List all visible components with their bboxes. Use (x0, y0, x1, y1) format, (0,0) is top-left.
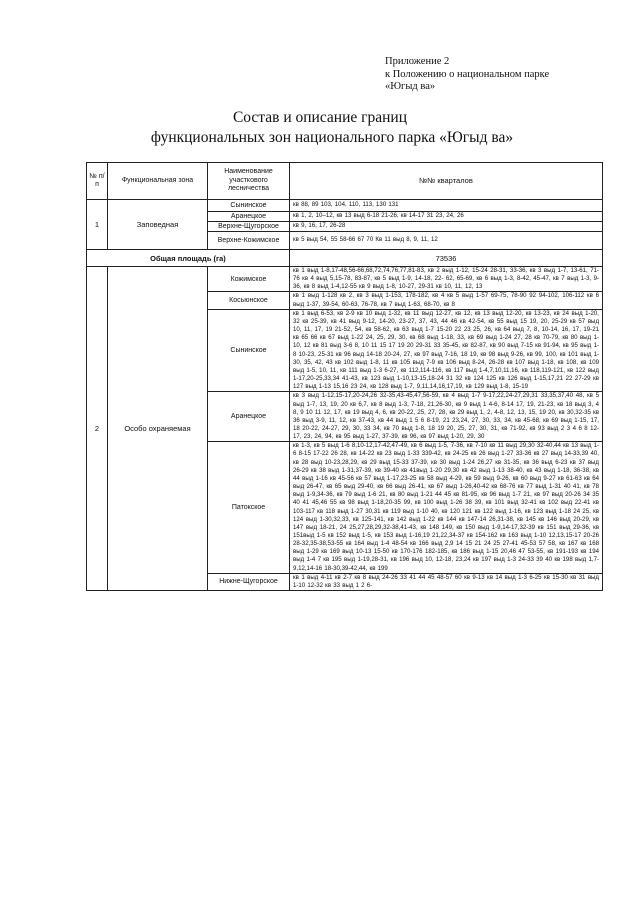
quarters-list: кв 9, 16, 17, 26-28 (290, 222, 603, 232)
quarters-list: кв 1 выд 1-128 кв 2, кв 3 выд 1-153, 178-182, кв 4 кв 5 выд 1-57 69-75, 78-90 92 94-102, 106-112 кв 6 выд 1-37, 39-54, 60-63, 76-78, кв 7 выд 1-63, 68-70, кв 8 (290, 292, 603, 309)
appendix-line-2: к Положению о национальном парке (385, 68, 550, 80)
quarters-list: кв 88, 89 103, 104, 110, 113, 130 131 (290, 200, 603, 212)
zone-name: Заповедная (108, 200, 208, 250)
forestry-name: Косьюнское (208, 292, 290, 309)
quarters-list: кв 5 выд 54, 55 58-66 67 70 Кв 11 выд 8, 9, 11, 12 (290, 232, 603, 250)
forestry-name: Верхне-Щугорское (208, 222, 290, 232)
forestry-name: Патокское (208, 442, 290, 574)
total-area-value: 73536 (290, 250, 603, 267)
zones-table (86, 162, 603, 591)
forestry-name: Аранецкое (208, 392, 290, 442)
header-zone: Функциональная зона (108, 163, 208, 200)
quarters-list: кв 1, 2, 10–12, кв 13 выд 6-18 21-26, кв 14-17 31 23, 24, 26 (290, 212, 603, 222)
table-header-row (87, 163, 603, 200)
appendix-note (385, 56, 549, 94)
quarters-list: кв 1 выд 6-53, кв 2-9 кв 10 выд 1-32, кв 11 выд 12-27, кв 12, кв 13 выд 12-20, кв 13-23, кв 24 выд 1-20, 32 кв 25-39, кв 41 выд 9-12, 14-20, 23-27, 37, 43, 44 46 кв 42-54, кв 55 выд 15 19, 20, 25-29 кв 57 выд 10, 11, 17, 19 21-52, 54, кв 58-62, кв 63 выд 1-7 15-20 22 23 25, 26, кв 64 выд 7, 8, 10-14, 16, 17, 19-21 кв 65 66 кв 67 выд 1-22 24, 25, 29, 30, кв 68 выд 1-18, 33, кв 69 выд 1-24 27, 28 кв 70-79, кв 80 выд 1-10, 12 кв 81 выд 3-6 8, 10 11 15 17 19 20 29-31 33 35-45, кв 82-87, кв 90 выд 7-15 кв 91-94, кв 95 выд 1-8 10-23, 25-31 кв 96 выд 14-18 20-24, 27, кв 97 выд 7-16, 18 19, кв 98 выд 9-26, кв 99, 100, кв 101 выд 1-30, 35, 42, 43 кв 102 выд 1-8, 11 кв 105 выд 7-9 кв 106 выд 8-24, 26-28 кв 107 выд 1-18, кв 108, кв 109 выд 1-5, 10, 11, кв 111 выд 1-3 6-27, кв 112,114-116, кв 117 выд 1-4,7,10,11,16, кв 118,119-121, кв 122 выд 1-17,20-25,33,34 41-43, кв 123 выд 1-10,13-15,18-24 31 32 кв 124 125 кв 126 выд 1-15,17,21 22 27-29 кв 127 выд 1-13 15,16 23 24, кв 128 выд 1-7, 9,11,14,16,17,19, кв 129 выд 1-8, 15-19 (290, 309, 603, 392)
quarters-list: кв 1-3, кв 5 выд 1-6 8,10-12,17-42,47-49, кв 6 выд 1-5, 7-36, кв 7-10 кв 11 выд 29,30 32-40,44 кв 13 выд 1-6 8-15 17-22 26 28, кв 14-22 кв 23 выд 1-33 339-42, кв 24-25 кв 26 выд 1-27 33-36 кв 27 выд 14-33,39 40, кв 28 выд 10-23,28,29, кв 29 выд 15-33 37-39, кв 30 выд 1-24 26,27 кв 31-35, кв 36 выд 6-23 кв 37 выд 26-29 кв 38 выд 1-31,37-39, кв 39-40 кв 41выд 1-20 29,30 кв 42 выд 1-13 38-40, кв 43 выд 1-18, 36-38, кв 44 выд 1-16 кв 45-56 кв 57 выд 1-17,23-25 кв 58 выд 4-29, кв 59 выд 9-26, кв 60 выд 9-27 кв 61-63 кв 64 выд 26-47, кв 65 выд 29-40, кв 66 выд 26-41, кв 67 выд 1-26,40-42 кв 68-76 кв 77 выд 1-31 40 41, кв 78 выд 1-9,34-36, кв 79 выд 1-6 21, кв 80 выд 1-21 44 45 кв 81-95, кв 96 выд 1-7 21, кв 97 выд 20-26 34 35 40 41 45,46 55 кв 98 выд 1-18,20-35 99, кв 100 выд 1-26 38 39, кв 101 выд 32-41 кв 102 выд 22-41 кв 103-117 кв 118 выд 1-27 30,31 кв 119 выд 1-10 40, кв 120 121 кв 122 выд 1-16, кв 123 выд 1-18 24 25, кв 124 выд 1-30,32,33, кв 125-141, кв 142 выд 1-22 кв 144 кв 147-14 26,31-38, кв 145 кв 146 выд 20-29, кв 147 выд 18-21, 24 25,27,28,29,32-38,41-43, кв 148 149, кв 150 выд 1-9,14-17,32-39 кв 151 выд 29-36, кв 151выд 1-5 кв 152 выд 1-5, кв 153 выд 1-16,19 21,22,34-37 кв 154-162 кв 163 выд 1-10 12,13,15-17 20-26 28-32,35-38,53-55 кв 164 выд 1-4 48-54 кв 166 выд 2,9 14 15 21 24 25 27-41 45-53 57 58, кв 167 кв 168 выд 1-29 кв 169 выд 10-13 15-50 кв 170-176 182-185, кв 186 выд 1-15 20,46 47 53-55, кв 191-193 кв 194 выд 1-4 7 кв 195 выд 1-19,28-31, кв 196 выд 10, 12-18, 23,24 кв 197 выд 1-3 24-33 39 40 кв 198 выд 1,7-9,12,14-16 18-30,39-42,44, кв 199 (290, 442, 603, 574)
table-row (87, 200, 603, 212)
appendix-line-3: «Югыд ва» (385, 81, 436, 92)
document-title-line-2: функциональных зон национального парка «Югыд ва» (150, 129, 514, 146)
forestry-name: Сынинское (208, 200, 290, 212)
zone-name: Особо охраняемая (108, 267, 208, 591)
forestry-name: Кожимское (208, 267, 290, 292)
appendix-line-1: Приложение 2 (385, 56, 450, 67)
quarters-list: кв 1 выд 4-11 кв 2-7 кв 8 выд 24-26 33 41 44 45 48-57 60 кв 9-13 кв 14 выд 1-3 6-25 кв 15-30 кв 31 выд 1-10 12-32 кв 33 выд 1 2 6- (290, 573, 603, 590)
zone-number: 1 (87, 200, 108, 250)
zone-number: 2 (87, 267, 108, 591)
total-area-label: Общая площадь (га) (87, 250, 290, 267)
table-row (87, 267, 603, 292)
document-title-line-1: Состав и описание границ (232, 109, 408, 126)
header-quarters: №№ кварталов (290, 163, 603, 200)
forestry-name: Сынинское (208, 309, 290, 392)
total-row (87, 250, 603, 267)
header-num: № п/п (87, 163, 108, 200)
quarters-list: кв 1 выд 1-8,17-48,56-66,68,72,74,76,77,81-83, кв 2 выд 1-12, 15-24 28-31, 33-36, кв 3 выд 1-7, 13-61, 71-76 кв 4 выд 5,15-78, 83-87, кв 5 выд 1-9, 14-18, 22- 62, 65-69, кв 6 выд 1-3, 8-42, 45-47, кв 7 выд 1-3, 9-36, кв 8 выд 1-4,12-55 кв 9 выд 1-8, 10-27, 29-31 кв 10, 11, 12, 13 (290, 267, 603, 292)
forestry-name: Нижне-Щугорское (208, 573, 290, 590)
forestry-name: Верхне-Кожимское (208, 232, 290, 250)
quarters-list: кв 3 выд 1-12,15-17,20-24,26 32-35,43-45,47,56-59, кв 4 выд 1-7 9-17,22,24-27,29,31 33,35,37,40 48, кв 5 выд 1-7, 13, 19, 20 кв 6,7, кв 8 выд 1-3, 7-18, 21,26-30, кв 9 выд 1 4-6, 8-14 17, 19, 21-23, кв 18 выд 3, 4 8, 9 10 11 12, 17, кв 19 выд 4, 6, кв 20-22, 25, 27, 28, кв 29 выд 1, 2, 4-8, 12, 13, 15, 19 20, кв 30,32-35 кв 36 выд 3-9, 11, 12, кв 37-43, кв 44 выд 1 5 6 8-19, 21 23,24, 27, 30, 33, 34, кв 45-68, кв 69 выд 1-15, 17, 18 20-22, 24-27, 29, 30, 33 34, кв 70 выд 1-8, 18 19 20, 25, 27, 30, 31, кв 71-92, кв 93 выд 2 3 4 6 8 12-17, 23, 24, 94, кв 95 выд 1-27, 37-39, кв 96, кв 97 выд 1-20, 29, 30 (290, 392, 603, 442)
header-forestry: Наименование участкового лесничества (208, 163, 290, 200)
forestry-name: Аранецкое (208, 212, 290, 222)
